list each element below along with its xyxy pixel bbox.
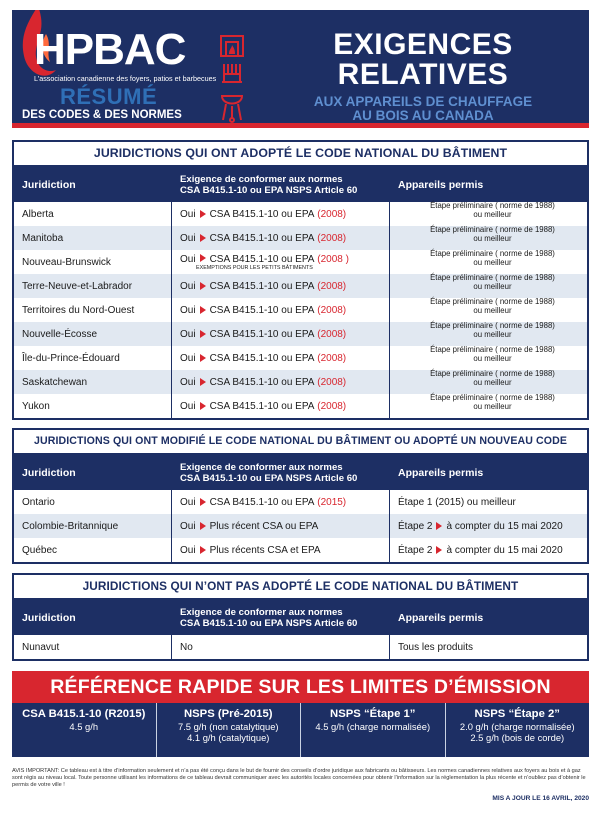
requirement-cell: Oui Plus récent CSA ou EPA — [172, 514, 390, 538]
fireplace-icon — [221, 36, 243, 56]
emission-title: RÉFÉRENCE RAPIDE SUR LES LIMITES D’ÉMISSION — [12, 671, 589, 703]
col-requirement: Exigence de conformer aux normes CSA B415.1-10 ou EPA NSPS Article 60 — [180, 606, 358, 629]
table-row — [14, 298, 587, 322]
requirement-cell: Oui CSA B415.1-10 ou EPA (2015) — [172, 490, 390, 514]
requirement-cell: Oui CSA B415.1-10 ou EPA (2008) — [172, 226, 390, 250]
allowed-cell: Étape préliminaire ( norme de 1988) ou meilleur — [430, 321, 555, 339]
requirement-cell: Oui CSA B415.1-10 ou EPA (2008) — [172, 274, 390, 298]
allowed-cell: Étape 2 à compter du 15 mai 2020 — [398, 520, 563, 532]
arrow-icon — [436, 546, 442, 554]
jurisdiction-name: Nouveau-Brunswick — [14, 250, 172, 274]
col-requirement: Exigence de conformer aux normes CSA B415.1-10 ou EPA NSPS Article 60 — [180, 461, 358, 484]
requirement-cell: Oui CSA B415.1-10 ou EPA (2008) — [172, 202, 390, 226]
table-row — [14, 635, 587, 659]
arrow-icon — [200, 254, 206, 262]
requirement-cell: Oui CSA B415.1-10 ou EPA (2008) — [172, 322, 390, 346]
jurisdiction-name: Alberta — [14, 202, 172, 226]
requirement-cell: No — [172, 635, 390, 659]
emission-columns — [12, 703, 589, 757]
jurisdiction-name: Île-du-Prince-Édouard — [14, 346, 172, 370]
legal-notice: AVIS IMPORTANT: Ce tableau est à titre d’information seulement et n’a pas été conçu dans le but de fournir des conseils d’ordre juridique aux fabricants ou bâtisseurs. Les normes canadiennes relatives aux foyers au bois et à gaz sont régis au niveau local. Toute personne utilisant les informations de ce tableau devrait communiquer avec les autorités locales concernées pour obtenir l’information sur la réglementation la plus récente et n’oubliez pas d’obtenir le permis de votre ville ! — [12, 768, 586, 788]
arrow-icon — [200, 546, 206, 554]
arrow-icon — [200, 378, 206, 386]
requirement-cell: Oui CSA B415.1-10 ou EPA (2008 ) EXEMPTIONS POUR LES PETITS BÂTIMENTS — [172, 250, 390, 274]
table-header — [14, 600, 587, 635]
jurisdiction-name: Territoires du Nord-Ouest — [14, 298, 172, 322]
allowed-cell: Étape préliminaire ( norme de 1988) ou meilleur — [430, 297, 555, 315]
allowed-cell: Tous les produits — [398, 641, 474, 653]
requirement-cell: Oui CSA B415.1-10 ou EPA (2008) — [172, 394, 390, 418]
col-jurisdiction: Juridiction — [22, 466, 76, 479]
table-row — [14, 394, 587, 418]
requirement-cell: Oui CSA B415.1-10 ou EPA (2008) — [172, 370, 390, 394]
arrow-icon — [200, 522, 206, 530]
jurisdiction-name: Colombie-Britannique — [14, 514, 172, 538]
table-header — [14, 167, 587, 202]
jurisdiction-name: Terre-Neuve-et-Labrador — [14, 274, 172, 298]
patio-chair-icon — [222, 64, 242, 82]
jurisdiction-name: Nouvelle-Écosse — [14, 322, 172, 346]
emission-col-csa: CSA B415.1-10 (R2015) 4.5 g/h — [22, 708, 146, 732]
col-jurisdiction: Juridiction — [22, 178, 76, 191]
logo: HPBAC — [34, 25, 186, 74]
allowed-cell: Étape 1 (2015) ou meilleur — [398, 496, 516, 508]
jurisdiction-name: Yukon — [14, 394, 172, 418]
table-row — [14, 346, 587, 370]
arrow-icon — [200, 354, 206, 362]
exemption-note: EXEMPTIONS POUR LES PETITS BÂTIMENTS — [196, 264, 313, 271]
page-subtitle: AUX APPAREILS DE CHAUFFAGE AU BOIS AU CANADA — [313, 94, 533, 123]
jurisdiction-name: Manitoba — [14, 226, 172, 250]
table-header — [14, 455, 587, 490]
col-allowed: Appareils permis — [398, 178, 484, 191]
table-row — [14, 370, 587, 394]
jurisdiction-name: Québec — [14, 538, 172, 562]
arrow-icon — [200, 306, 206, 314]
arrow-icon — [200, 498, 206, 506]
arrow-icon — [200, 210, 206, 218]
codes-heading: DES CODES & DES NORMES — [22, 109, 182, 121]
arrow-icon — [200, 330, 206, 338]
jurisdiction-name: Saskatchewan — [14, 370, 172, 394]
allowed-cell: Étape préliminaire ( norme de 1988) ou meilleur — [430, 393, 555, 411]
jurisdiction-name: Nunavut — [14, 635, 172, 659]
logo-tagline: L’association canadienne des foyers, patios et barbecues — [34, 74, 217, 83]
header-accent-bar — [12, 123, 589, 128]
emission-limits — [12, 671, 589, 757]
arrow-icon — [200, 234, 206, 242]
section-adopted — [12, 140, 589, 420]
requirement-cell: Oui Plus récents CSA et EPA — [172, 538, 390, 562]
col-allowed: Appareils permis — [398, 466, 484, 479]
requirement-cell: Oui CSA B415.1-10 ou EPA (2008) — [172, 298, 390, 322]
table-row — [14, 202, 587, 226]
col-requirement: Exigence de conformer aux normes CSA B415.1-10 ou EPA NSPS Article 60 — [180, 173, 358, 196]
section-title: JURIDICTIONS QUI ONT ADOPTÉ LE CODE NATIONAL DU BÂTIMENT — [14, 142, 587, 167]
resume-heading: RÉSUMÉ — [60, 84, 158, 109]
table-row — [14, 250, 587, 274]
section-not-adopted — [12, 573, 589, 661]
allowed-cell: Étape préliminaire ( norme de 1988) ou meilleur — [430, 225, 555, 243]
section-modified — [12, 428, 589, 564]
header-banner — [12, 10, 589, 128]
arrow-icon — [200, 402, 206, 410]
jurisdiction-name: Ontario — [14, 490, 172, 514]
update-date: MIS A JOUR LE 16 AVRIL, 2020 — [492, 795, 589, 802]
table-row — [14, 514, 587, 538]
arrow-icon — [200, 282, 206, 290]
allowed-cell: Étape préliminaire ( norme de 1988) ou meilleur — [430, 369, 555, 387]
page-title: EXIGENCES RELATIVES — [333, 28, 513, 91]
col-jurisdiction: Juridiction — [22, 611, 76, 624]
allowed-cell: Étape 2 à compter du 15 mai 2020 — [398, 544, 563, 556]
emission-col-nsps-step1: NSPS “Étape 1” 4.5 g/h (charge normalisée) — [300, 703, 445, 757]
product-icons — [218, 34, 246, 124]
table-row — [14, 274, 587, 298]
col-allowed: Appareils permis — [398, 611, 484, 624]
table-row — [14, 322, 587, 346]
section-title: JURIDICTIONS QUI ONT MODIFIÉ LE CODE NATIONAL DU BÂTIMENT OU ADOPTÉ UN NOUVEAU CODE — [14, 430, 587, 455]
allowed-cell: Étape préliminaire ( norme de 1988) ou meilleur — [430, 273, 555, 291]
requirement-cell: Oui CSA B415.1-10 ou EPA (2008) — [172, 346, 390, 370]
emission-col-nsps-step2: NSPS “Étape 2” 2.0 g/h (charge normalisée) 2.5 g/h (bois de corde) — [445, 703, 590, 757]
barbecue-icon — [222, 96, 242, 122]
arrow-icon — [436, 522, 442, 530]
table-row — [14, 538, 587, 562]
table-row — [14, 226, 587, 250]
allowed-cell: Étape préliminaire ( norme de 1988) ou meilleur — [430, 201, 555, 219]
allowed-cell: Étape préliminaire ( norme de 1988) ou meilleur — [430, 249, 555, 267]
emission-col-nsps-pre2015: NSPS (Pré-2015) 7.5 g/h (non catalytique) 4.1 g/h (catalytique) — [156, 703, 301, 757]
table-row — [14, 490, 587, 514]
section-title: JURIDICTIONS QUI N’ONT PAS ADOPTÉ LE CODE NATIONAL DU BÂTIMENT — [14, 575, 587, 600]
allowed-cell: Étape préliminaire ( norme de 1988) ou meilleur — [430, 345, 555, 363]
